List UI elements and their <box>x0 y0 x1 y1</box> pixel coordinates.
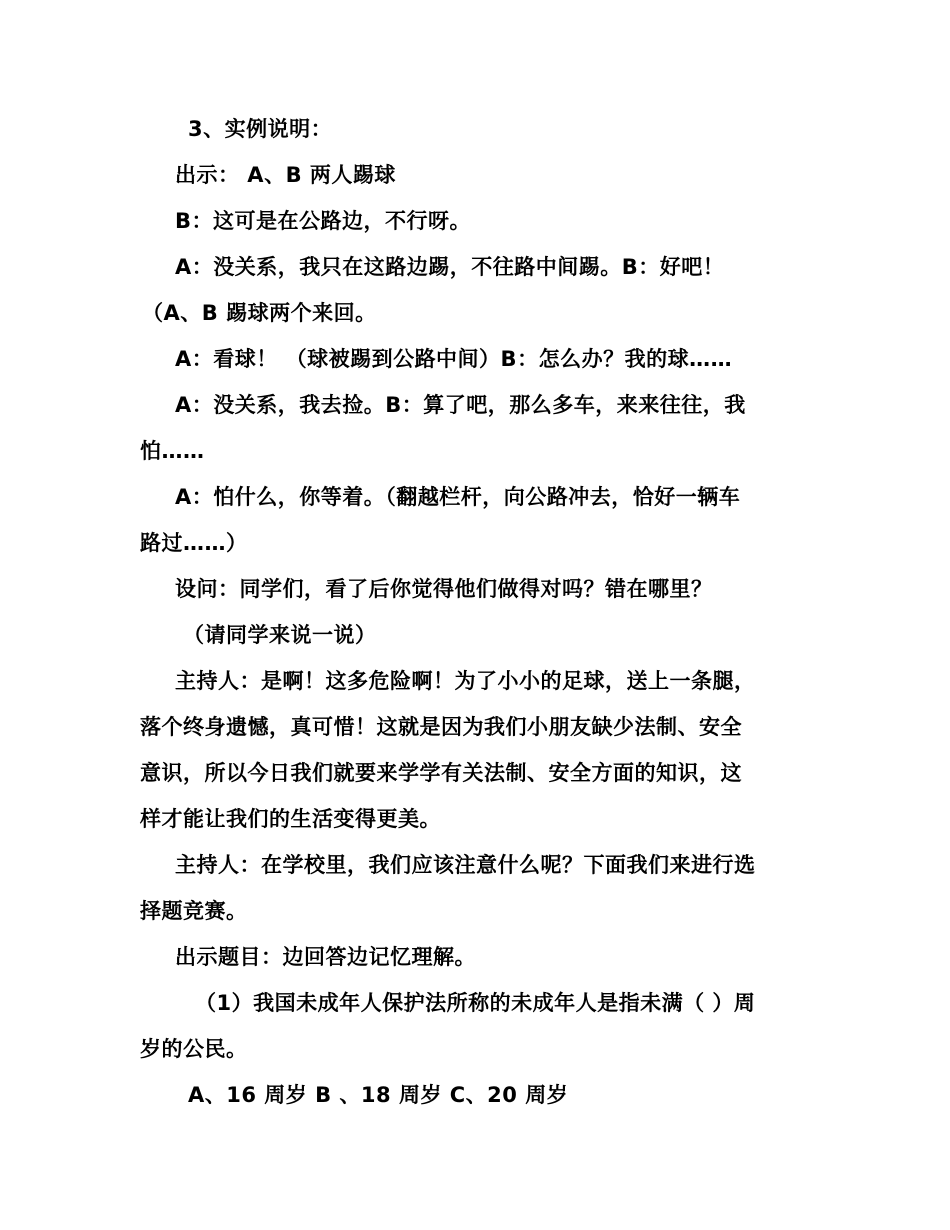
text-line: 怕…… <box>140 439 205 463</box>
text-line: B：这可是在公路边，不行呀。 <box>175 209 472 233</box>
question-line: （1）我国未成年人保护法所称的未成年人是指未满（ ）周 <box>195 991 756 1015</box>
text-line: （请同学来说一说） <box>183 623 377 647</box>
text-line: 择题竞赛。 <box>140 899 248 923</box>
text-line: 出示题目：边回答边记忆理解。 <box>175 945 476 969</box>
text-line: A：怕什么，你等着。（翻越栏杆，向公路冲去，恰好一辆车 <box>175 485 741 509</box>
text-line: 意识，所以今日我们就要来学学有关法制、安全方面的知识，这 <box>140 761 742 785</box>
text-line: 样才能让我们的生活变得更美。 <box>140 807 441 831</box>
text-line: A：看球！ （球被踢到公路中间）B：怎么办？我的球…… <box>175 347 733 371</box>
text-line: A：没关系，我去捡。B：算了吧，那么多车，来来往往，我 <box>175 393 746 417</box>
text-line: A：没关系，我只在这路边踢，不往路中间踢。B：好吧！ <box>175 255 725 279</box>
text-line: 主持人：是啊！这多危险啊！为了小小的足球，送上一条腿， <box>175 669 756 693</box>
text-line: 设问：同学们，看了后你觉得他们做得对吗？错在哪里？ <box>175 577 713 601</box>
question-line: 岁的公民。 <box>140 1037 248 1061</box>
answer-options: A、16 周岁 B 、18 周岁 C、20 周岁 <box>188 1083 569 1107</box>
text-line: 落个终身遗憾，真可惜！这就是因为我们小朋友缺少法制、安全 <box>140 715 742 739</box>
text-line: 出示： A、B 两人踢球 <box>175 163 396 187</box>
section-heading: 3、实例说明： <box>188 117 333 141</box>
text-line: 路过……） <box>140 531 248 555</box>
text-line: （A、B 踢球两个来回。 <box>142 301 377 325</box>
text-line: 主持人：在学校里，我们应该注意什么呢？下面我们来进行选 <box>175 853 756 877</box>
